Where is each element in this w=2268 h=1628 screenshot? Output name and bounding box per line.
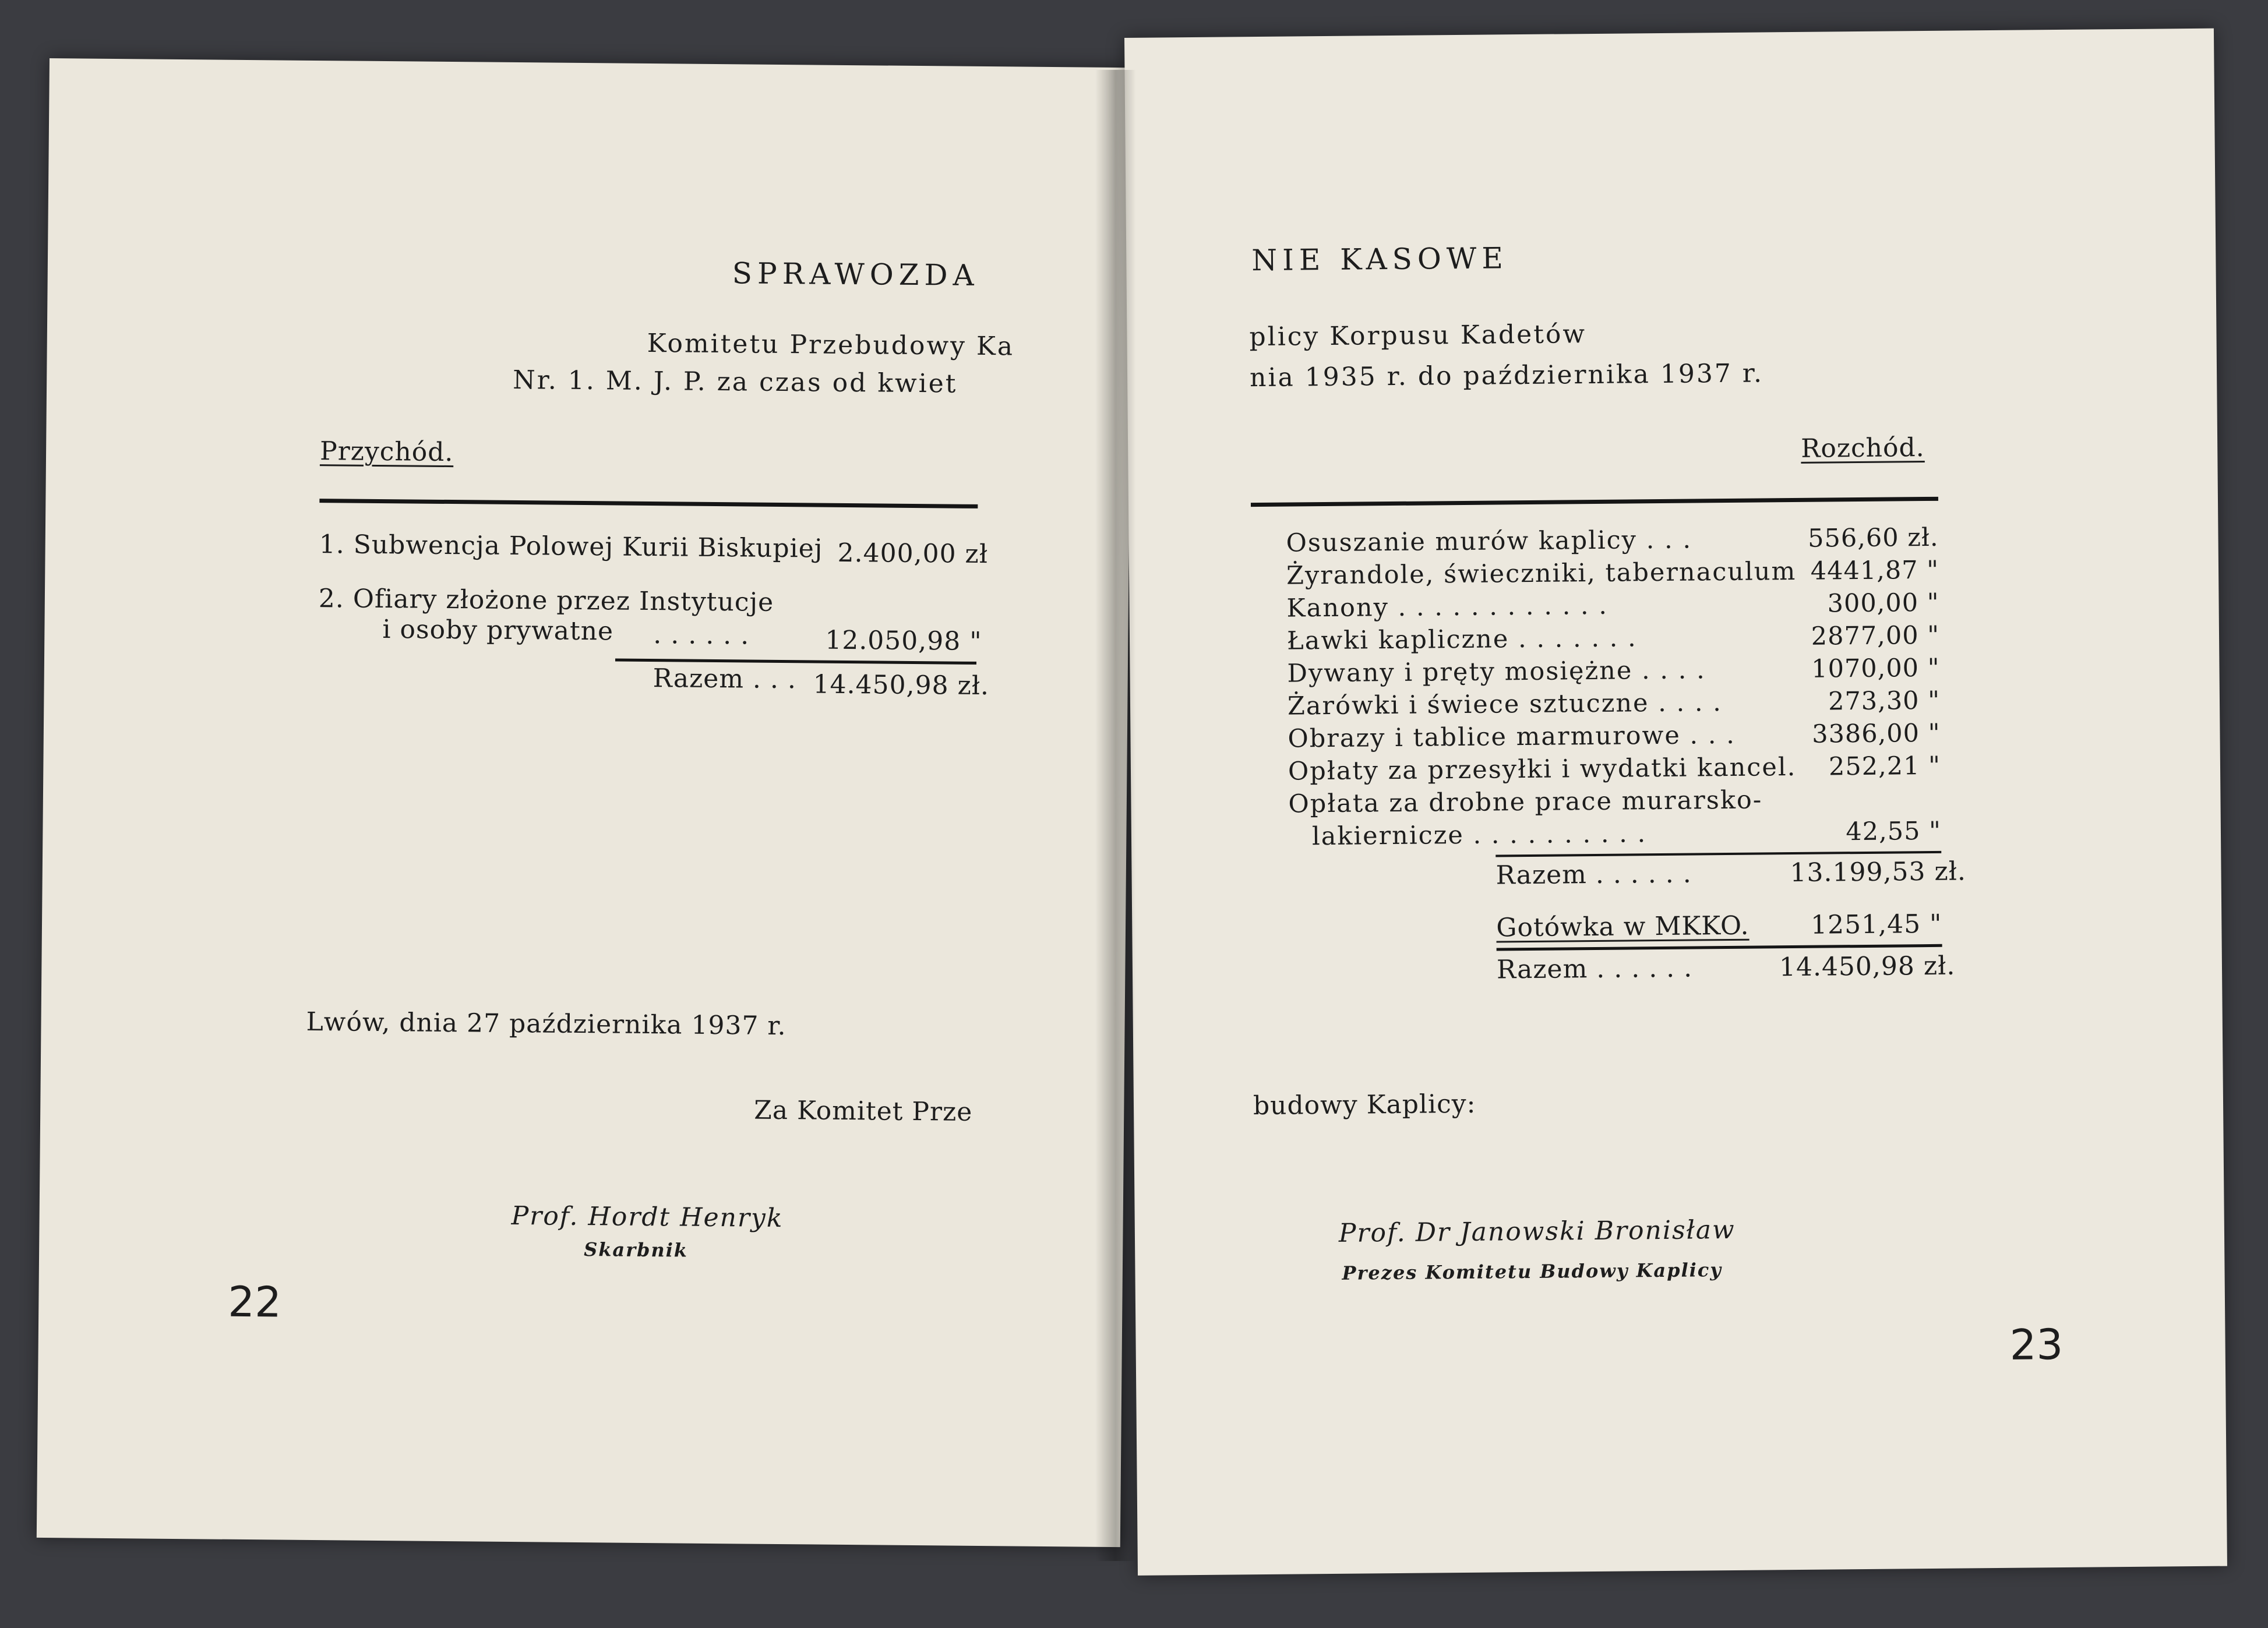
cash-rule xyxy=(1497,944,1942,951)
income-rule xyxy=(319,499,978,508)
left-page xyxy=(37,58,1133,1547)
expense-row xyxy=(1287,621,1939,658)
president-role: Prezes Komitetu Budowy Kaplicy xyxy=(1342,1259,1723,1284)
expense-label: Kanony . . . . . . . . . . . . xyxy=(1286,591,1609,623)
subtitle-line-1: Komitetu Przebudowy Ka xyxy=(647,328,1015,362)
expense-total-amount: 14.450,98 zł. xyxy=(1779,951,1956,983)
income-heading: Przychód. xyxy=(319,436,454,468)
report-title: SPRAWOZDA xyxy=(732,256,980,292)
expense-row xyxy=(1288,719,1940,756)
expense-row xyxy=(1289,817,1941,854)
expense-amount: 2877,00 " xyxy=(1811,620,1940,651)
subtitle-line-2-continued: nia 1935 r. do października 1937 r. xyxy=(1249,358,1764,393)
expense-label: Osuszanie murów kaplicy . . . xyxy=(1286,525,1692,558)
page-number-right: 23 xyxy=(2009,1320,2064,1369)
income-item-1-label: 1. Subwencja Polowej Kurii Biskupiej xyxy=(319,529,823,564)
expense-amount: 42,55 " xyxy=(1846,816,1942,847)
income-item-1-amount: 2.400,00 zł xyxy=(837,538,989,570)
expense-heading: Rozchód. xyxy=(1800,433,1925,464)
expense-amount: 1070,00 " xyxy=(1811,653,1940,684)
expense-label: Żarówki i świece sztuczne . . . . xyxy=(1287,688,1723,721)
cash-amount: 1251,45 " xyxy=(1810,909,1942,940)
expense-row xyxy=(1286,523,1938,560)
expense-list xyxy=(1286,522,1942,852)
expense-label: Dywany i pręty mosiężne . . . . xyxy=(1287,655,1706,688)
subtitle-line-2: Nr. 1. M. J. P. za czas od kwiet xyxy=(512,365,958,399)
expense-row xyxy=(1286,556,1939,593)
expense-amount: 300,00 " xyxy=(1827,588,1939,619)
expense-label: lakiernicze . . . . . . . . . . xyxy=(1311,819,1647,852)
expense-total-label: Razem . . . . . . xyxy=(1496,953,1693,985)
committee-line-continued: budowy Kaplicy: xyxy=(1253,1089,1476,1121)
place-date: Lwów, dnia 27 października 1937 r. xyxy=(306,1007,786,1041)
page-number-left: 22 xyxy=(228,1277,282,1327)
committee-line: Za Komitet Prze xyxy=(754,1095,973,1127)
expense-row xyxy=(1288,686,1940,723)
income-item-2-dots: . . . . . . xyxy=(653,620,750,651)
income-total-amount: 14.450,98 zł. xyxy=(813,669,990,701)
expense-row xyxy=(1288,784,1941,821)
income-item-2-label-line-2: i osoby prywatne xyxy=(382,615,614,647)
expense-label: Opłaty za przesyłki i wydatki kancel. xyxy=(1288,752,1797,786)
expense-amount: 252,21 " xyxy=(1828,751,1941,782)
treasurer-role: Skarbnik xyxy=(584,1238,689,1262)
expense-row xyxy=(1287,654,1939,691)
income-item-2-label-line-1: 2. Ofiary złożone przez Instytucje xyxy=(318,584,774,617)
subtotal-amount: 13.199,53 zł. xyxy=(1790,856,1967,888)
right-page xyxy=(1124,29,2227,1576)
report-title-continued: NIE KASOWE xyxy=(1251,241,1509,278)
expense-rule xyxy=(1251,497,1938,507)
income-item-2-amount: 12.050,98 " xyxy=(825,625,982,657)
expense-amount: 4441,87 " xyxy=(1810,555,1939,586)
expense-amount: 273,30 " xyxy=(1828,686,1941,716)
subtotal-label: Razem . . . . . . xyxy=(1495,859,1692,891)
income-total-label: Razem . . . xyxy=(652,663,797,695)
president-signature: Prof. Dr Janowski Bronisław xyxy=(1338,1214,1736,1248)
subtitle-line-1-continued: plicy Korpusu Kadetów xyxy=(1249,319,1587,352)
expense-label: Żyrandole, świeczniki, tabernaculum xyxy=(1286,556,1797,591)
expense-label: Opłata za drobne prace murarsko- xyxy=(1288,785,1763,819)
expense-label: Obrazy i tablice marmurowe . . . xyxy=(1288,720,1736,754)
expense-row xyxy=(1288,751,1941,789)
book-spine-shadow xyxy=(1095,70,1136,1561)
expense-row xyxy=(1286,588,1939,626)
subtotal-rule xyxy=(1495,851,1941,857)
treasurer-signature: Prof. Hordt Henryk xyxy=(511,1200,784,1234)
expense-amount: 3386,00 " xyxy=(1811,718,1941,749)
cash-label: Gotówka w MKKO. xyxy=(1496,910,1750,943)
expense-amount: 556,60 zł. xyxy=(1807,522,1939,553)
expense-label: Ławki kapliczne . . . . . . . xyxy=(1286,623,1637,656)
